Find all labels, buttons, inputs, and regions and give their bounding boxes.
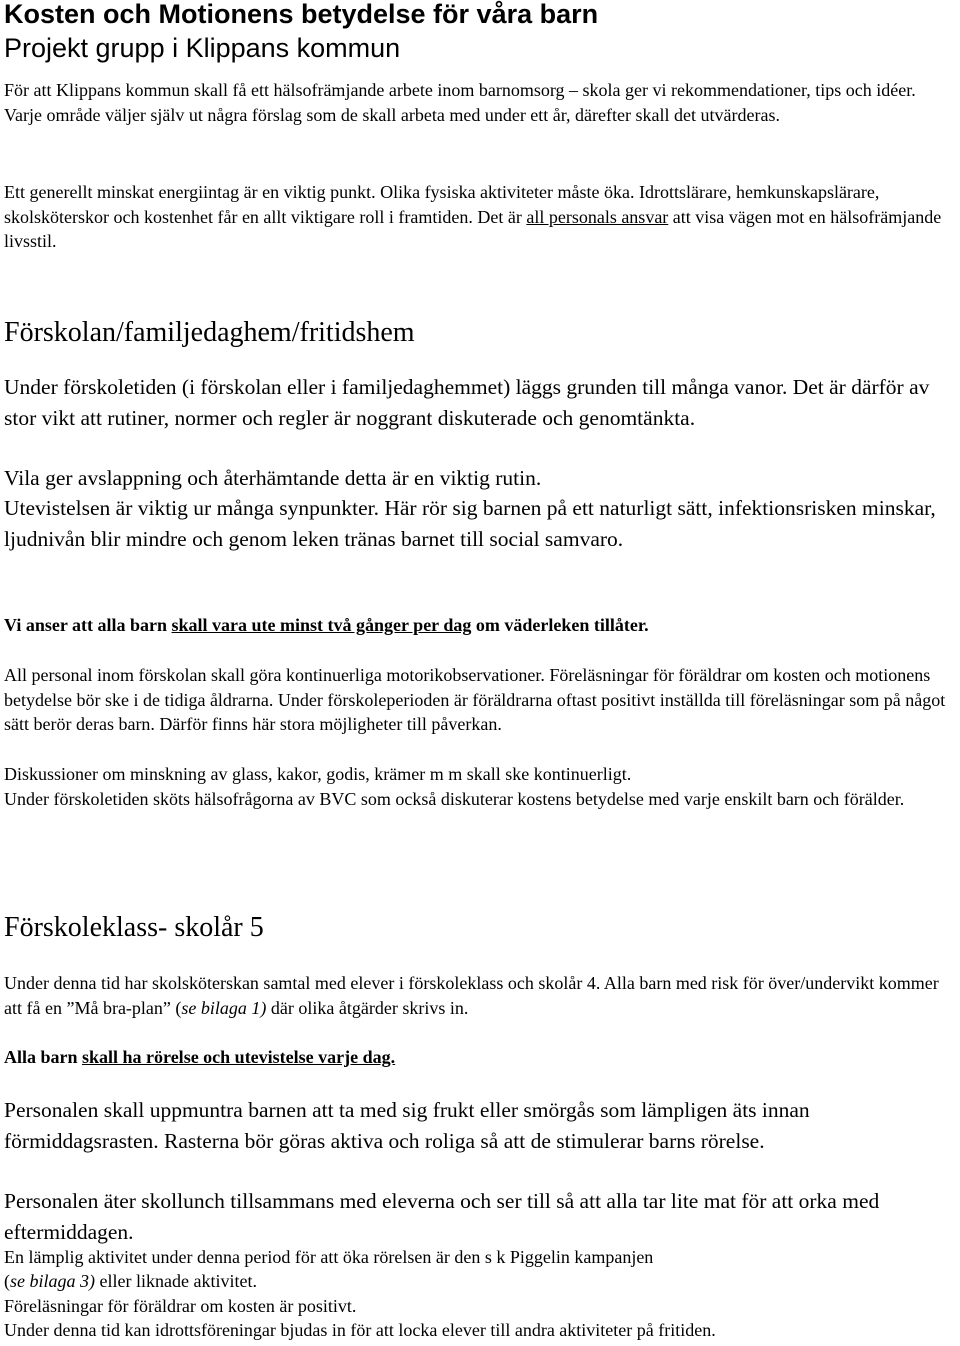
appendix-3-ref: se bilaga 3) bbox=[10, 1271, 95, 1291]
document-subtitle: Projekt grupp i Klippans kommun bbox=[4, 33, 401, 63]
section1-paragraph-3: Utevistelsen är viktig ur många synpunkter. Här rör sig barnen på ett naturligt sätt, infektionsrisken minskar, ljudnivån blir mindre och genom leken tränas barnet till social samvaro. bbox=[4, 496, 936, 551]
section1-paragraph-1: Under förskoletiden (i förskolan eller i familjedaghemmet) läggs grunden till många vanor. Det är därför av stor vikt att rutiner, normer och regler är noggrant diskuterade och genomtänkta. bbox=[4, 375, 930, 430]
section1-paragraph-5: Diskussioner om minskning av glass, kakor, godis, krämer m m skall ske kontinuerligt. bbox=[4, 764, 632, 784]
underlined-daily-activity: skall ha rörelse och utevistelse varje dag. bbox=[82, 1047, 396, 1067]
section2-paragraph-5: Föreläsningar för föräldrar om kosten är positivt. bbox=[4, 1296, 357, 1316]
section2-paragraph-1: Under denna tid har skolsköterskan samtal med elever i förskoleklass och skolår 4. Alla barn med risk för över/undervikt kommer att få en ”Må bra-plan” (se bilaga 1) där olika åtgärder skrivs in. bbox=[4, 973, 939, 1018]
document-title: Kosten och Motionens betydelse för våra barn bbox=[4, 0, 599, 29]
section1-paragraph-6: Under förskoletiden sköts hälsofrågorna av BVC som också diskuterar kostens betydelse med varje enskilt barn och förälder. bbox=[4, 789, 905, 809]
underlined-responsibility: all personals ansvar bbox=[526, 206, 669, 227]
section2-paragraph-4b: (se bilaga 3) eller liknade aktivitet. bbox=[4, 1271, 257, 1291]
section2-bold-statement: Alla barn skall ha rörelse och utevistelse varje dag. bbox=[4, 1047, 396, 1067]
section1-paragraph-2: Vila ger avslappning och återhämtande detta är en viktig rutin. bbox=[4, 466, 542, 490]
intro-paragraph-1 bbox=[4, 78, 956, 127]
section2-paragraph-4: En lämplig aktivitet under denna period för att öka rörelsen är den s k Piggelin kampanjen bbox=[4, 1247, 654, 1267]
underlined-outdoor-rule: skall vara ute minst två gånger per dag bbox=[171, 615, 472, 635]
section2-paragraph-6: Under denna tid kan idrottsföreningar bjudas in för att locka elever till andra aktiviteter på fritiden. bbox=[4, 1320, 716, 1340]
intro-text-1: För att Klippans kommun skall få ett hälsofrämjande arbete inom barnomsorg – skola ger vi rekommendationer, tips och idéer. Varje område väljer själv ut några förslag som de skall arbeta med under ett år, därefter skall det utvärderas. bbox=[4, 80, 916, 125]
section2-paragraph-3: Personalen äter skollunch tillsammans med eleverna och ser till så att alla tar lite mat för att orka med eftermiddagen. bbox=[4, 1189, 880, 1244]
section-heading-school: Förskoleklass- skolår 5 bbox=[4, 912, 264, 943]
intro-text-2: Ett generellt minskat energiintag är en viktig punkt. Olika fysiska aktiviteter måste öka. Idrottslärare, hemkunskapslärare, skolsköterskor och kostenhet får en allt viktigare roll i framtiden. Det är all personals ansvar att visa vägen mot en hälsofrämjande livsstil. bbox=[4, 182, 942, 251]
section2-paragraph-2: Personalen skall uppmuntra barnen att ta med sig frukt eller smörgås som lämpligen äts innan förmiddagsrasten. Rasterna bör göras aktiva och roliga så att de stimulerar barns rörelse. bbox=[4, 1098, 810, 1153]
intro-paragraph-2 bbox=[4, 180, 956, 254]
section1-bold-statement: Vi anser att alla barn skall vara ute minst två gånger per dag om väderleken tillåter. bbox=[4, 615, 649, 635]
section-heading-preschool: Förskolan/familjedaghem/fritidshem bbox=[4, 317, 415, 348]
appendix-1-ref: se bilaga 1) bbox=[181, 997, 267, 1018]
section1-paragraph-4: All personal inom förskolan skall göra kontinuerliga motorikobservationer. Föreläsningar för föräldrar om kosten och motionens betydelse bör ske i de tidiga åldrarna. Under förskoleperioden är föräldrarna oftast positivt inställda till föreläsningar som på något sätt berör deras barn. Därför finns här stora möjligheter till påverkan. bbox=[4, 665, 946, 734]
